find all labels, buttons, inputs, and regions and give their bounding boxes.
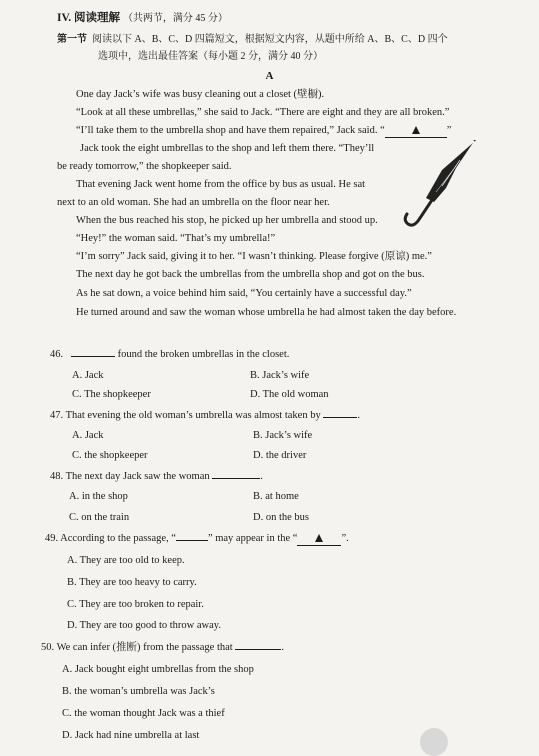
option: C. the woman thought Jack was a thief [62, 708, 225, 719]
section-note: （共两节，满分 45 分） [122, 13, 228, 24]
answer-blank [297, 532, 341, 546]
option: B. at home [253, 491, 299, 502]
question-46: 46. found the broken umbrellas in the closet. [50, 349, 290, 360]
passage-line: The next day he got back the umbrellas from the umbrella shop and got on the bus. [76, 269, 425, 280]
passage-line: When the bus reached his stop, he picked up her umbrella and stood up. [76, 215, 378, 226]
option: B. Jack’s wife [250, 370, 310, 381]
scan-overlay-badge-icon [420, 728, 448, 756]
umbrella-illustration-icon [398, 140, 478, 235]
passage-line: He turned around and saw the woman whose umbrella he had almost taken the day before. [76, 307, 457, 318]
passage-line: “I’m sorry” Jack said, giving it to her. “I wasn’t thinking. Please forgive (原谅) me.” [76, 251, 432, 262]
option: D. They are too good to throw away. [67, 620, 221, 631]
passage-line: One day Jack’s wife was busy cleaning out a closet (壁橱). [76, 89, 325, 100]
option: C. on the train [69, 512, 130, 523]
passage-line: That evening Jack went home from the office by bus as usual. He sat [76, 179, 366, 190]
option: D. The old woman [250, 389, 329, 400]
triangle-marker-icon [412, 126, 420, 134]
answer-blank [235, 649, 281, 650]
answer-blank [212, 478, 260, 479]
option: B. They are too heavy to carry. [67, 577, 197, 588]
answer-blank [385, 124, 447, 138]
passage-label: A [265, 70, 274, 82]
part-label: 第一节 [57, 34, 87, 45]
passage-line: “Hey!” the woman said. “That’s my umbrella!” [76, 233, 276, 244]
option: D. the driver [253, 450, 307, 461]
passage-line: be ready tomorrow,” the shopkeeper said. [57, 161, 232, 172]
option: A. Jack bought eight umbrellas from the shop [62, 664, 254, 675]
passage-line: “Look at all these umbrellas,” she said to Jack. “There are eight and they are all broken.” [76, 107, 450, 118]
option: D. Jack had nine umbrella at last [62, 730, 200, 741]
question-49: 49. According to the passage, “ ” may appear in the “ ”. [45, 533, 349, 544]
passage-line: Jack took the eight umbrellas to the shop and left them there. “They’ll [80, 143, 375, 154]
option: A. Jack [72, 430, 104, 441]
question-47: 47. That evening the old woman’s umbrella was almost taken by . [50, 410, 360, 421]
answer-blank [323, 417, 357, 418]
triangle-marker-icon [315, 534, 323, 542]
option: C. the shopkeeper [72, 450, 148, 461]
answer-blank [71, 356, 115, 357]
section-heading [57, 12, 228, 25]
option: A. Jack [72, 370, 104, 381]
option: C. They are too broken to repair. [67, 599, 204, 610]
question-50: 50. We can infer (推断) from the passage that . [41, 642, 284, 653]
option: D. on the bus [253, 512, 309, 523]
passage-line: As he sat down, a voice behind him said, “You certainly have a successful day.” [76, 288, 412, 299]
option: B. Jack’s wife [253, 430, 313, 441]
answer-blank [176, 540, 208, 541]
question-48: 48. The next day Jack saw the woman . [50, 471, 263, 482]
part-instruction-line1: 第一节 阅读以下 A、B、C、D 四篇短文，根据短文内容，从题中所给 A、B、C、D 四个 [57, 34, 448, 45]
passage-line: “I’ll take them to the umbrella shop and have them repaired,” Jack said. “ ” [76, 125, 452, 136]
option: A. in the shop [69, 491, 128, 502]
passage-line: next to an old woman. She had an umbrella on the floor near her. [57, 197, 330, 208]
option: A. They are too old to keep. [67, 555, 185, 566]
section-title: IV. 阅读理解 [57, 12, 121, 24]
option: B. the woman’s umbrella was Jack’s [62, 686, 215, 697]
part-instruction-line2: 选项中，选出最佳答案（每小题 2 分，满分 40 分） [98, 51, 323, 62]
option: C. The shopkeeper [72, 389, 151, 400]
